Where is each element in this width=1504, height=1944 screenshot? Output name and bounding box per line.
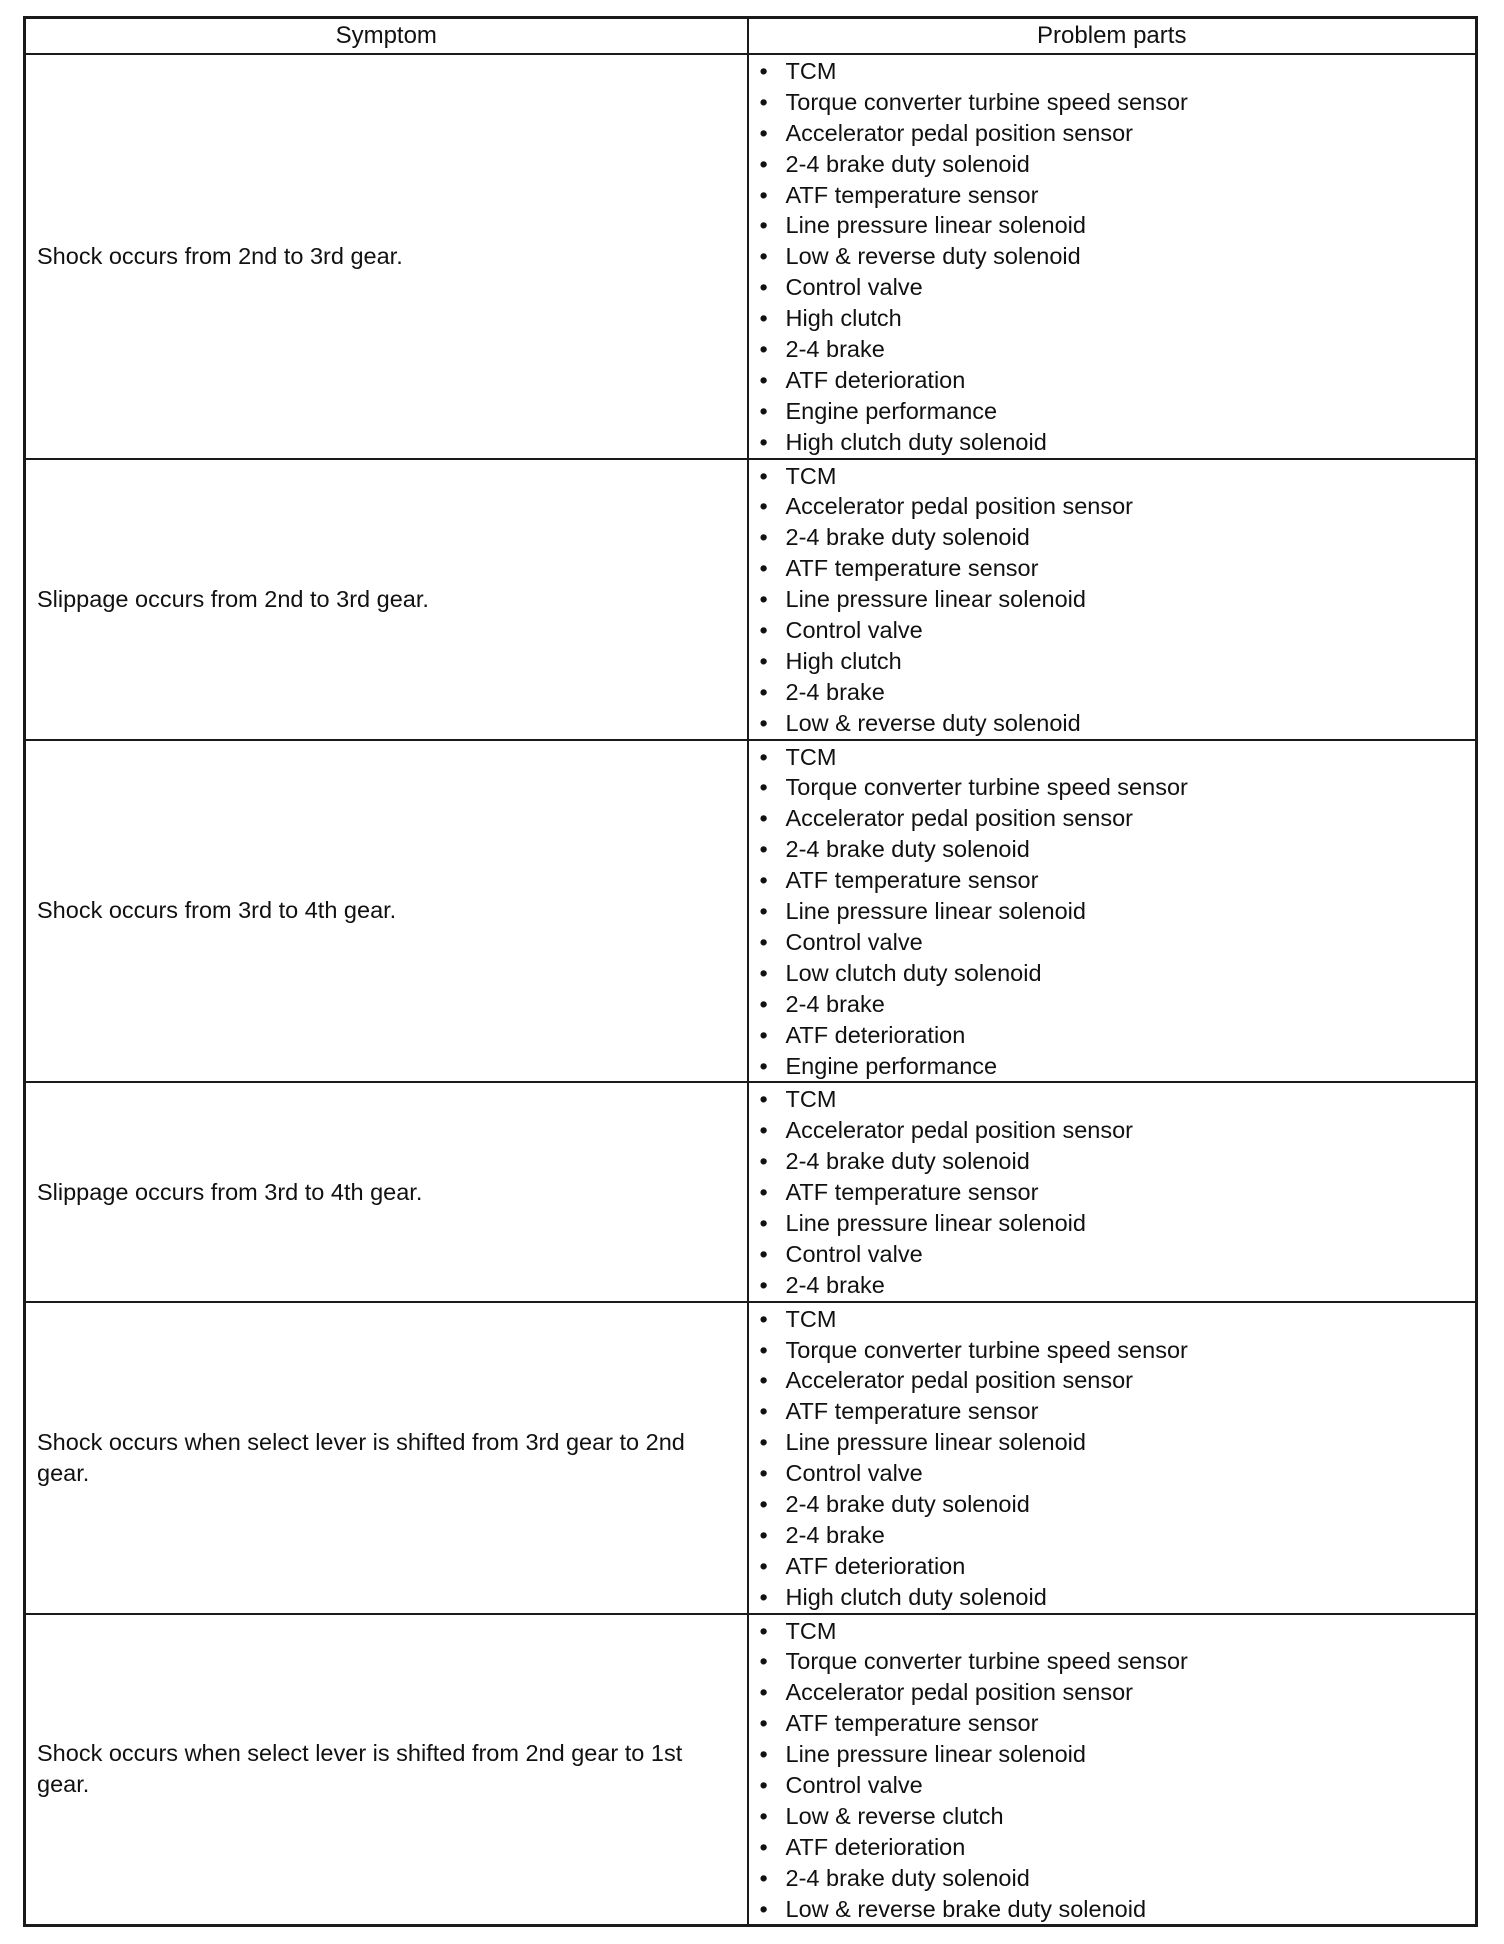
header-row <box>25 18 1477 55</box>
problem-part-item: • Torque converter turbine speed sensor <box>759 87 1476 118</box>
problem-parts-list <box>749 1083 1476 1300</box>
problem-parts-list <box>749 1303 1476 1613</box>
problem-part-item: • Control valve <box>759 272 1476 303</box>
problem-part-item: • Accelerator pedal position sensor <box>759 1115 1476 1146</box>
problem-part-item: • Torque converter turbine speed sensor <box>759 1335 1476 1366</box>
problem-parts-cell <box>748 1082 1477 1301</box>
problem-part-item: • 2-4 brake <box>759 334 1476 365</box>
problem-part-item: • ATF deterioration <box>759 1832 1476 1863</box>
problem-part-item: • ATF temperature sensor <box>759 553 1476 584</box>
problem-part-item: • 2-4 brake <box>759 1520 1476 1551</box>
problem-part-item: • Control valve <box>759 927 1476 958</box>
problem-part-item: • Accelerator pedal position sensor <box>759 491 1476 522</box>
symptom-cell: Shock occurs when select lever is shifted from 2nd gear to 1st gear. <box>25 1614 748 1926</box>
problem-part-item: • Torque converter turbine speed sensor <box>759 1646 1476 1677</box>
problem-part-item: • ATF deterioration <box>759 365 1476 396</box>
problem-part-item: • Low & reverse clutch <box>759 1801 1476 1832</box>
problem-part-item: • Low & reverse duty solenoid <box>759 241 1476 272</box>
problem-part-item: • Line pressure linear solenoid <box>759 1739 1476 1770</box>
problem-part-item: • Control valve <box>759 1458 1476 1489</box>
problem-parts-cell <box>748 1614 1477 1926</box>
problem-parts-list <box>749 55 1476 458</box>
problem-part-item: • 2-4 brake <box>759 677 1476 708</box>
problem-part-item: • 2-4 brake duty solenoid <box>759 149 1476 180</box>
table-row <box>25 1302 1477 1614</box>
problem-part-item: • ATF temperature sensor <box>759 865 1476 896</box>
table-body <box>25 54 1477 1926</box>
problem-part-item: • TCM <box>759 1084 1476 1115</box>
problem-part-item: • ATF temperature sensor <box>759 180 1476 211</box>
problem-part-item: • Line pressure linear solenoid <box>759 584 1476 615</box>
problem-part-item: • Low & reverse duty solenoid <box>759 708 1476 739</box>
problem-part-item: • 2-4 brake duty solenoid <box>759 834 1476 865</box>
problem-part-item: • 2-4 brake <box>759 989 1476 1020</box>
problem-parts-list <box>749 1615 1476 1925</box>
problem-part-item: • Low clutch duty solenoid <box>759 958 1476 989</box>
symptom-column-header: Symptom <box>25 18 748 55</box>
problem-part-item: • Control valve <box>759 1239 1476 1270</box>
problem-part-item: • 2-4 brake duty solenoid <box>759 1489 1476 1520</box>
problem-part-item: • 2-4 brake duty solenoid <box>759 1863 1476 1894</box>
problem-part-item: • Accelerator pedal position sensor <box>759 1677 1476 1708</box>
problem-part-item: • TCM <box>759 56 1476 87</box>
problem-part-item: • Engine performance <box>759 1051 1476 1082</box>
symptom-cell: Slippage occurs from 2nd to 3rd gear. <box>25 459 748 740</box>
problem-part-item: • High clutch <box>759 646 1476 677</box>
problem-part-item: • High clutch duty solenoid <box>759 427 1476 458</box>
problem-part-item: • Control valve <box>759 1770 1476 1801</box>
problem-part-item: • Control valve <box>759 615 1476 646</box>
problem-part-item: • TCM <box>759 742 1476 773</box>
problem-part-item: • Accelerator pedal position sensor <box>759 1365 1476 1396</box>
problem-parts-list <box>749 460 1476 739</box>
table-row <box>25 740 1477 1083</box>
problem-part-item: • 2-4 brake duty solenoid <box>759 522 1476 553</box>
table-row <box>25 459 1477 740</box>
problem-parts-cell <box>748 459 1477 740</box>
problem-part-item: • High clutch <box>759 303 1476 334</box>
symptom-parts-table <box>23 16 1478 1927</box>
problem-parts-cell <box>748 1302 1477 1614</box>
problem-parts-list <box>749 741 1476 1082</box>
problem-part-item: • ATF deterioration <box>759 1551 1476 1582</box>
problem-part-item: • Low & reverse brake duty solenoid <box>759 1894 1476 1925</box>
problem-parts-cell <box>748 54 1477 459</box>
problem-part-item: • 2-4 brake duty solenoid <box>759 1146 1476 1177</box>
problem-part-item: • Line pressure linear solenoid <box>759 896 1476 927</box>
problem-part-item: • Line pressure linear solenoid <box>759 1427 1476 1458</box>
problem-parts-column-header: Problem parts <box>748 18 1477 55</box>
problem-part-item: • High clutch duty solenoid <box>759 1582 1476 1613</box>
problem-part-item: • Line pressure linear solenoid <box>759 210 1476 241</box>
problem-part-item: • Line pressure linear solenoid <box>759 1208 1476 1239</box>
problem-part-item: • Accelerator pedal position sensor <box>759 118 1476 149</box>
symptom-cell: Shock occurs when select lever is shifted from 3rd gear to 2nd gear. <box>25 1302 748 1614</box>
symptom-cell: Shock occurs from 2nd to 3rd gear. <box>25 54 748 459</box>
table-row <box>25 54 1477 459</box>
problem-part-item: • ATF temperature sensor <box>759 1177 1476 1208</box>
problem-part-item: • TCM <box>759 461 1476 492</box>
problem-part-item: • ATF temperature sensor <box>759 1708 1476 1739</box>
problem-part-item: • Engine performance <box>759 396 1476 427</box>
problem-part-item: • Torque converter turbine speed sensor <box>759 772 1476 803</box>
problem-part-item: • TCM <box>759 1304 1476 1335</box>
problem-part-item: • TCM <box>759 1616 1476 1647</box>
problem-part-item: • ATF temperature sensor <box>759 1396 1476 1427</box>
problem-part-item: • 2-4 brake <box>759 1270 1476 1301</box>
symptom-cell: Slippage occurs from 3rd to 4th gear. <box>25 1082 748 1301</box>
table-row <box>25 1614 1477 1926</box>
problem-part-item: • Accelerator pedal position sensor <box>759 803 1476 834</box>
symptom-cell: Shock occurs from 3rd to 4th gear. <box>25 740 748 1083</box>
problem-parts-cell <box>748 740 1477 1083</box>
table-row <box>25 1082 1477 1301</box>
problem-part-item: • ATF deterioration <box>759 1020 1476 1051</box>
